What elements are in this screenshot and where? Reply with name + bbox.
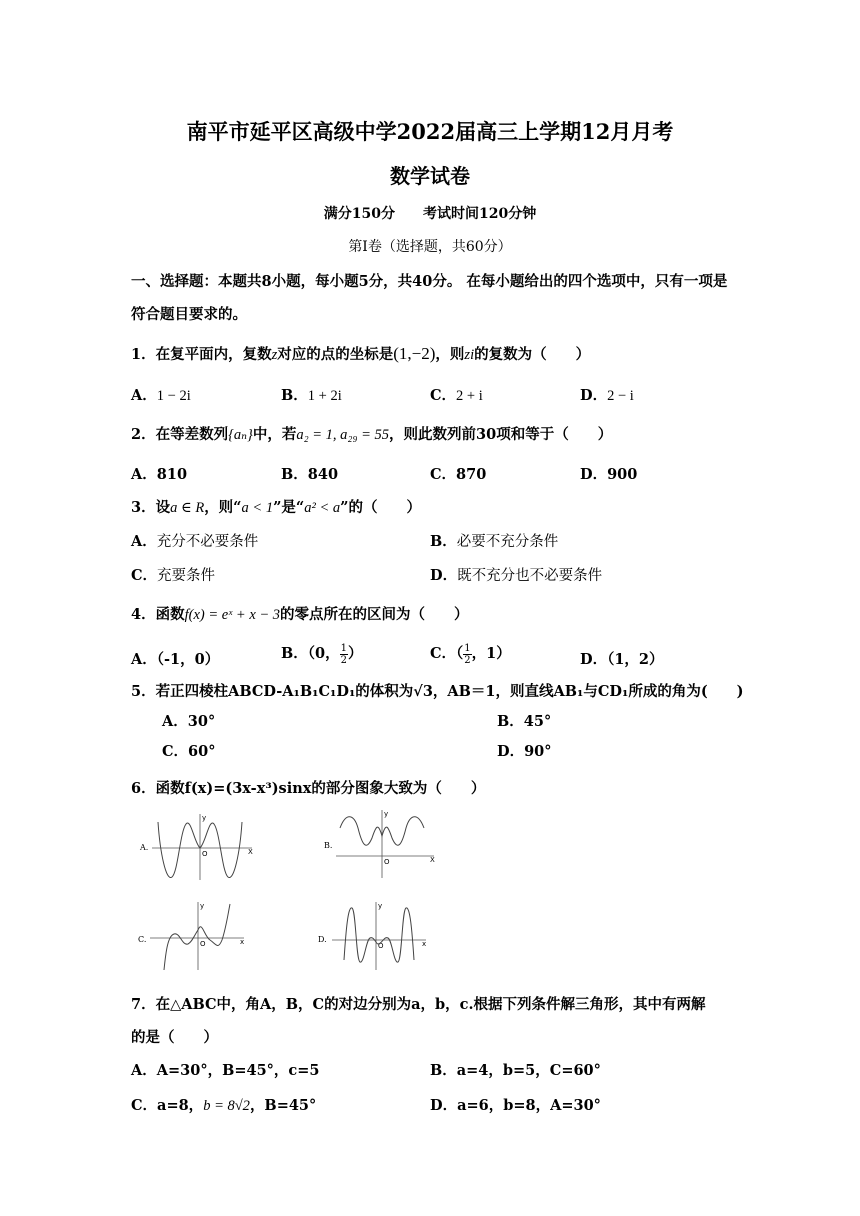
q3-option-d[interactable]: D．既不充分也不必要条件 [430,567,603,584]
question-3-stem [131,496,421,517]
question-2-stem [131,423,612,444]
q1-option-c[interactable]: C．2 + i [430,387,483,404]
graph-b-origin: O [384,858,390,866]
q4-option-c[interactable]: C．（ $\frac{1}{2}$ ，1） [430,642,511,666]
q3-mid: ，则“ [204,499,242,516]
q5-option-b[interactable]: B．45° [497,713,552,730]
q4-b-fraction: $\frac{1}{2}$ [340,642,347,666]
question-6-stem: 6．函数f(x)=(3x-x³)sinx的部分图象大致为（ ） [131,780,486,797]
exam-title: 南平市延平区高级中学2022届高三上学期12月月考 [186,119,674,144]
q4-func: f(x) = eˣ + x − 3 [184,607,281,623]
q5-option-d[interactable]: D．90° [497,743,552,760]
q2-cond: a₂ = 1, a₂₉ = 55 [296,427,390,443]
graph-d-y-label: y [378,902,383,910]
question-7-stem-line2: 的是（ ） [131,1029,218,1046]
graph-c-x-label: x [240,938,245,946]
graph-c-curve [164,904,230,970]
q7-option-a[interactable]: A．A=30°，B=45°，c=5 [131,1062,320,1079]
graph-a-x-label: X [248,848,253,856]
exam-meta: 满分150分 考试时间120分钟 [323,206,537,222]
q4-prefix: 4．函数 [131,606,185,623]
graph-b-x-label: X [430,856,435,864]
q4-option-d[interactable]: D．（1，2） [580,651,664,668]
q2-option-a[interactable]: A．810 [131,466,188,483]
q5-option-a[interactable]: A．30° [162,713,216,730]
graph-c-origin: O [200,940,206,948]
q2-option-d[interactable]: D．900 [580,466,638,483]
question-4-stem [131,603,469,624]
q3-cond: a ∈ R [170,500,205,516]
graph-a-label: A. [140,843,149,852]
graph-a-y-label: y [202,814,207,822]
graph-d-label: D. [318,935,327,944]
q3-option-c[interactable]: C．充要条件 [131,567,216,584]
graph-d-curve [344,908,414,962]
q3-option-b[interactable]: B．必要不充分条件 [430,533,559,550]
q4-option-a[interactable]: A．（-1，0） [131,651,220,668]
q2-seq: {aₙ} [228,427,253,443]
q2-suffix: ，则此数列前30项和等于（ ） [389,426,613,443]
exam-part: 第Ⅰ卷（选择题，共60分） [348,239,512,255]
question-7-stem-line1: 7．在△ABC中，角A，B，C的对边分别为a，b，c.根据下列条件解三角形，其中有两解 [131,996,706,1013]
section-intro-line1: 一、选择题：本题共8小题，每小题5分，共40分。 在每小题给出的四个选项中，只有一项是 [131,273,728,290]
q1-mid: 对应的点的坐标是 [277,346,394,363]
q5-option-c[interactable]: C．60° [162,743,216,760]
graph-c-y-label: y [200,902,205,910]
q3-mid2: ”是“ [273,499,305,516]
q6-graph-a[interactable] [136,812,266,884]
q3-q: a² < a [304,500,341,516]
graph-a-origin: O [202,850,208,858]
q1-point: (1,−2) [393,344,436,363]
q1-option-d[interactable]: D．2 − i [580,387,634,404]
graph-d-x-label: x [422,940,427,948]
q4-option-b[interactable]: B．（0， $\frac{1}{2}$ ） [281,642,363,666]
q6-graph-b[interactable] [322,808,444,880]
q3-suffix: ”的（ ） [340,499,421,516]
q2-mid: 中，若 [252,426,297,443]
q2-option-b[interactable]: B．840 [281,466,339,483]
section-intro-line2: 符合题目要求的。 [131,306,247,323]
q1-option-a[interactable]: A．1 − 2i [131,387,191,404]
q1-option-b[interactable]: B．1 + 2i [281,387,342,404]
exam-subtitle: 数学试卷 [390,164,470,188]
q6-graph-d[interactable] [316,900,432,972]
q3-option-a[interactable]: A．充分不必要条件 [131,533,259,550]
question-5-stem: 5．若正四棱柱ABCD-A₁B₁C₁D₁的体积为√3，AB＝1，则直线AB₁与CD₁所成的角为( ) [131,683,744,700]
q1-mid2: ，则 [435,346,465,363]
graph-b-label: B. [324,841,333,850]
q7-option-b[interactable]: B．a=4，b=5，C=60° [430,1062,601,1079]
q7-option-d[interactable]: D．a=6，b=8，A=30° [430,1097,601,1114]
q1-expr: zi [464,347,475,363]
q1-prefix: 1．在复平面内，复数 [131,346,272,363]
q7-option-c[interactable]: C．a=8，b = 8√2，B=45° [131,1097,317,1114]
q1-suffix: 的复数为（ ） [474,346,591,363]
q1-var: z [271,347,278,363]
q3-p: a < 1 [241,500,274,516]
q2-option-c[interactable]: C．870 [430,466,487,483]
question-1-stem [131,343,590,364]
q4-suffix: 的零点所在的区间为（ ） [280,606,469,623]
graph-d-origin: O [378,942,384,950]
q2-prefix: 2．在等差数列 [131,426,229,443]
graph-b-y-label: y [384,810,389,818]
q4-c-fraction: $\frac{1}{2}$ [464,642,471,666]
q6-graph-c[interactable] [136,900,250,972]
graph-c-label: C. [138,935,147,944]
q3-prefix: 3．设 [131,499,171,516]
